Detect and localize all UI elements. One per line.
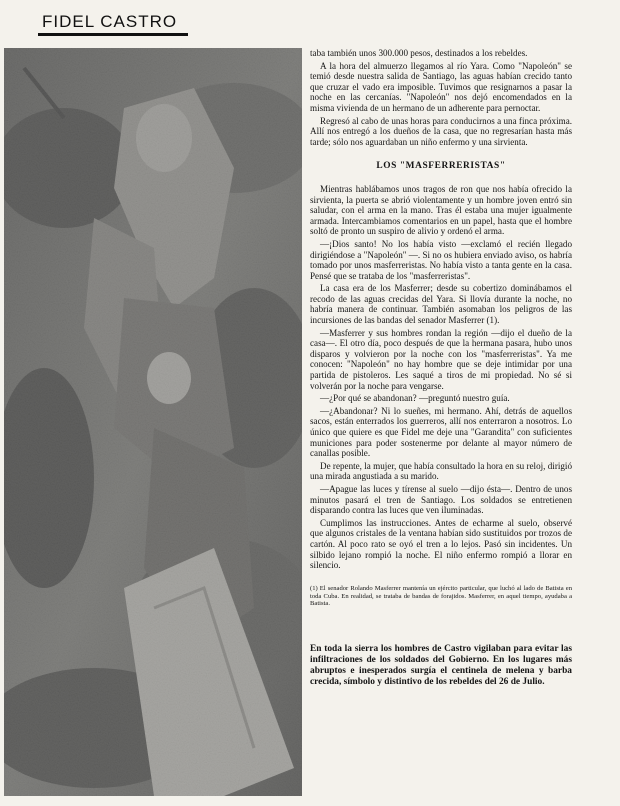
article-paragraph: —¿Abandonar? Ni lo sueñes, mi hermano. Ahí, detrás de aquellos sacos, están enterrados los guerreros, allí nos enterraron a nosotros. Lo único que quiere es que Fidel me deje una "Garandita" con suficientes municiones para poder sostenerme por delante al mayor número de canallas posible.	[310, 405, 572, 459]
footnote: (1) El senador Rolando Masferrer mantenía un ejército particular, que luchó al lado de Batista en toda Cuba. En realidad, se trataba de bandas de forajidos. Masferrer, en aquel tiempo, ayudaba a Batista.	[310, 584, 572, 608]
photo-caption-text: En toda la sierra los hombres de Castro vigilaban para evitar las infiltraciones de los soldados del Gobierno. En los lugares más abruptos e inesperados surgía el centinela de melena y barba crecida, símbolo y distintivo de los rebeldes del 26 de Julio.	[310, 644, 572, 687]
guerrilla-photo	[4, 48, 302, 796]
photo-illustration	[4, 48, 302, 796]
article-paragraph: Cumplimos las instrucciones. Antes de echarme al suelo, observé que algunos cristales de la ventana habían sido sustituidos por trozos de cartón. Al poco rato se oyó el tren a lo lejos. Pasó sin incidentes. Un silbido lejano rompió la noche. El niño enfermo rompió a llorar en silencio.	[310, 517, 572, 571]
article-paragraph: La casa era de los Masferrer; desde su cobertizo dominábamos el recodo de las aguas crecidas del Yara. Si llovía durante la noche, no habría manera de continuar. También asomaban los peligros de las incursiones de las bandas del senador Masferrer (1).	[310, 283, 572, 326]
article-paragraph: —Masferrer y sus hombres rondan la región —dijo el dueño de la casa—. El otro día, poco después de que la hermana pasara, hubo unos disparos y volvieron por la noche con los "masferreristas". Ya me conocen: "Napoleón" no hay hombre que se deje intimidar por una partida de pistoleros. Les saqué a tiros de mi propiedad. No sé si volverán por la noche para vengarse.	[310, 327, 572, 391]
article-paragraph: Mientras hablábamos unos tragos de ron que nos había ofrecido la sirvienta, la puerta se abrió violentamente y un hombre joven entró sin saludar, con el arma en la mano. Tras él estaba una mujer igualmente armada. Intercambiamos comentarios en un papel, hasta que el hombre soltó de pronto un suspiro de alivio y ordenó el arma.	[310, 183, 572, 237]
article-paragraph: —Apague las luces y tírense al suelo —dijo ésta—. Dentro de unos minutos pasará el tren de Santiago. Los soldados se entretienen disparando contra las luces que ven iluminadas.	[310, 483, 572, 516]
article-paragraph: A la hora del almuerzo llegamos al río Yara. Como "Napoleón" se temió desde nuestra salida de Santiago, las aguas habían crecido tanto que cruzar el vado era imposible. Tuvimos que resignarnos a pasar la noche en las cercanías. "Napoleón" nos dejó encomendados en la misma vivienda de un hermano de un adherente para pernoctar.	[310, 60, 572, 113]
article-paragraph: taba también unos 300.000 pesos, destinados a los rebeldes.	[310, 48, 528, 58]
article-column	[310, 48, 572, 687]
section-subheading: LOS "MASFERRERISTAS"	[376, 161, 506, 172]
header-underline	[38, 33, 188, 36]
photo-caption	[310, 644, 572, 687]
article-paragraph: De repente, la mujer, que había consultado la hora en su reloj, dirigió una mirada angustiada a su marido.	[310, 460, 572, 482]
article-paragraph: Regresó al cabo de unas horas para conducirnos a una finca próxima. Allí nos entregó a los dueños de la casa, que no regresarían hasta más tarde; sólo nos aguardaban un niño enfermo y una sirvienta.	[310, 115, 572, 147]
section-title: FIDEL CASTRO	[42, 12, 178, 31]
article-paragraph: —¡Dios santo! No los había visto —exclamó el recién llegado dirigiéndose a "Napoleón" —. Si no os hubiera enviado aviso, os habría tomado por unos masferreristas. No había visto a tanta gente en la casa. Pensé que se trataba de los "masferreristas".	[310, 238, 572, 281]
article-paragraph: —¿Por qué se abandonan? —preguntó nuestro guía.	[320, 393, 510, 404]
